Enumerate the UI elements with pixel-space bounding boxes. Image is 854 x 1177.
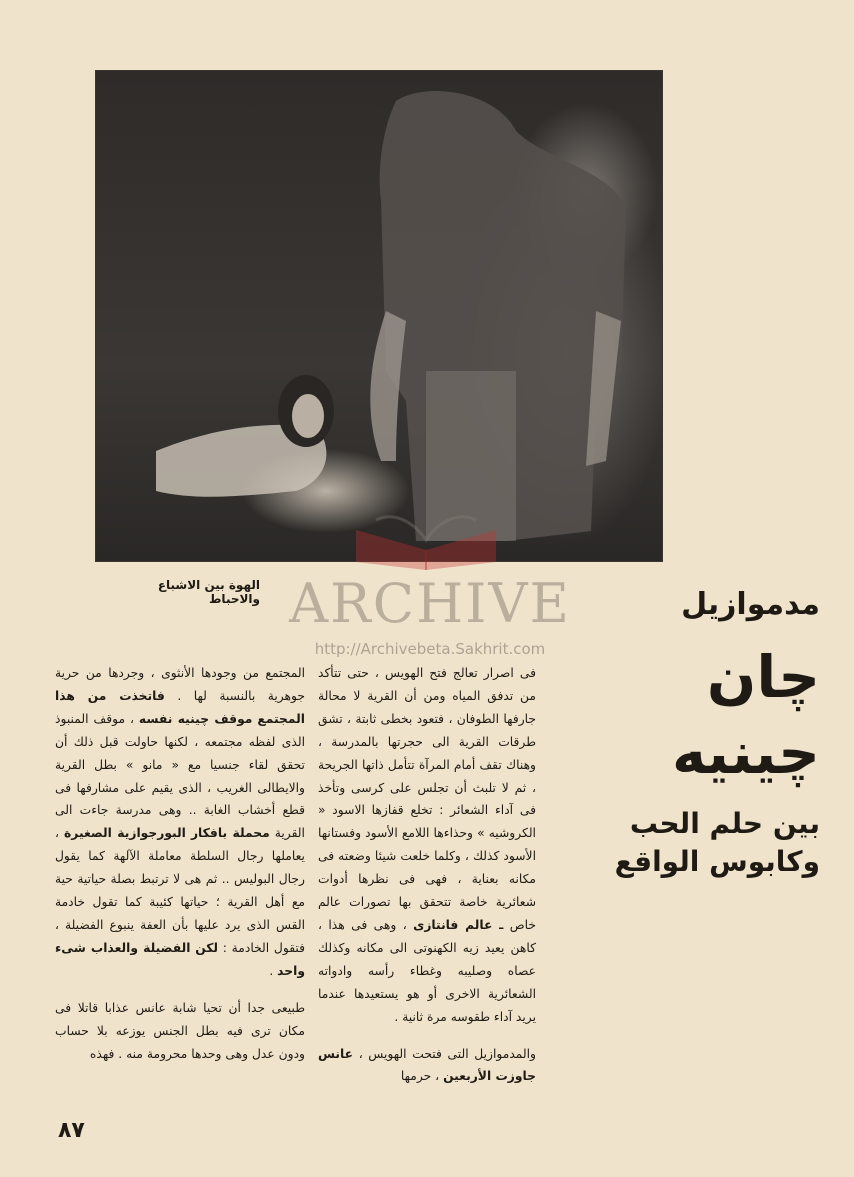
archive-logo-icon xyxy=(346,500,506,574)
photo-caption: الهوة بين الاشباع والاحباط xyxy=(157,578,260,606)
photo-figures xyxy=(96,71,662,561)
watermark-text: ARCHIVE xyxy=(289,572,571,635)
paragraph: والمدموازيل التى فتحت الهويس ، عانس جاوزت الأربعين ، حرمها xyxy=(318,1046,536,1084)
paragraph: طبيعى جدا أن تحيا شابة عانس عذابا قاتلا فى مكان ترى فيه بطل الجنس يوزعه بلا حساب ودون عدل وهى وحدها محرومة منه . فهذه xyxy=(55,1000,305,1061)
paragraph: فى اصرار تعالج فتح الهويس ، حتى تتأكد من تدفق المياه ومن أن القرية لا محالة جارفها الطوفان ، فتعود بخطى ثابتة ، تشق طرقات القرية الى حجرتها بالمدرسة ، وهناك تقف أمام المرآة تتأمل ذاتها الجريحة ، ثم لا تلبث أن تجلس على كرسى وتأخذ فى آداء الشعائر : تخلع قفازها الاسود « الكروشيه » وحذاءها اللامع الأسود وفستانها الأسود كذلك ، وكلما خلعت شيئا وضعته فى مكانه بعناية ، فهى فى نظرها أدوات شعائرية خاصة تتحقق بها تصورات عالم خاص ـ عالم فانتازى ، وهى فى هذا ، كاهن يعيد زيه الكهنوتى الى مكانه وكذلك عصاه وصليبه وغطاء رأسه وادواته الشعائرية الاخرى أو هو يستعيدها عندما يريد آداء طقوسه مرة ثانية . xyxy=(318,666,536,1024)
page-number: ٨٧ xyxy=(58,1118,85,1143)
article-title xyxy=(585,585,820,881)
title-line-2: چان چينيه xyxy=(671,643,820,787)
title-line-4: وكابوس الواقع xyxy=(614,845,820,878)
watermark-url: http://Archivebeta.Sakhrit.com xyxy=(314,640,546,658)
film-still-photo xyxy=(95,70,663,562)
title-line-1: مدموازيل xyxy=(681,587,820,622)
text-column-middle xyxy=(318,662,536,1088)
text-column-left xyxy=(55,662,305,1065)
paragraph: المجتمع من وجودها الأنثوى ، وجردها من حرية جوهرية بالنسبة لها . فاتخذت من هذا المجتمع موقف چينيه نفسه ، موقف المنبوذ الذى لفظه مجتمعه ، لكنها حاولت قبل ذلك أن تحقق لقاء جنسيا مع « مانو » بطل القرية والايطالى الغريب ، الذى يقيم على مشارفها فى قطع أخشاب الغابة .. وهى مدرسة جاءت الى القرية محملة بافكار البورجوازية الصغيرة ، يعاملها رجال السلطة معاملة الآلهة كما يقول رجال البوليس .. ثم هى لا ترتبط بصلة حياتية حية مع أهل القرية ؛ حياتها كئيبة كما تقول خادمة القس الذى يرد عليها بأن العفة ينبوع الفضيلة ، فتقول الخادمة : لكن الفضيلة والعذاب شىء واحد . xyxy=(55,666,305,978)
title-line-3: بين حلم الحب xyxy=(629,807,820,840)
